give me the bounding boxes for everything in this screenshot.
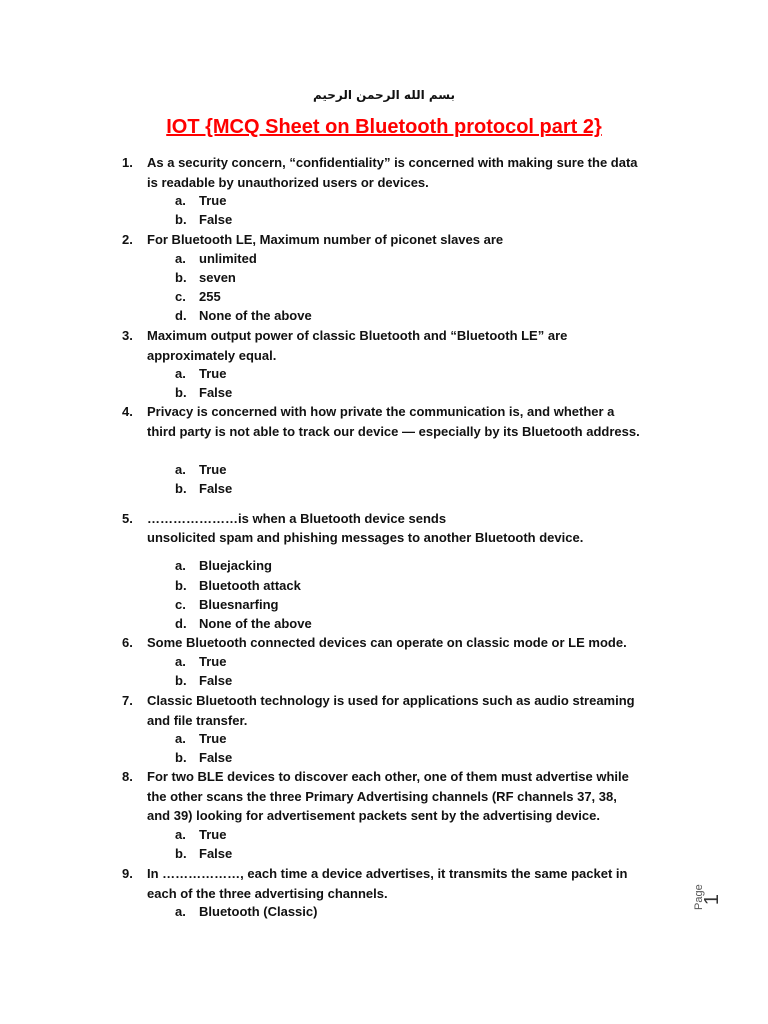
option — [175, 306, 312, 326]
option-letter: a. — [175, 462, 186, 477]
option — [175, 748, 232, 768]
option-text: True — [199, 193, 227, 208]
question-text: As a security concern, “confidentiality” is concerned with making sure the data is readable by unauthorized users or devices. — [147, 155, 638, 190]
option-text: True — [199, 654, 227, 669]
question-text-line1: …………………is when a Bluetooth device sends — [147, 511, 447, 526]
question-number: 9. — [122, 866, 133, 881]
question-number: 5. — [122, 511, 133, 526]
option-text: Bluejacking — [199, 558, 272, 573]
question-4 — [122, 402, 642, 441]
question-5 — [122, 509, 642, 529]
bismillah-header: بسم الله الرحمن الرحيم — [312, 88, 456, 102]
option-letter: a. — [175, 251, 186, 266]
option — [175, 191, 226, 211]
option-text: False — [199, 846, 233, 861]
option-letter: b. — [175, 212, 187, 227]
option-letter: b. — [175, 270, 187, 285]
option — [175, 268, 236, 288]
option — [175, 652, 226, 672]
option — [175, 729, 226, 749]
option-text: unlimited — [199, 251, 257, 266]
option-letter: b. — [175, 750, 187, 765]
option-letter: a. — [175, 731, 186, 746]
question-6 — [122, 633, 642, 653]
option — [175, 902, 317, 922]
question-text: For Bluetooth LE, Maximum number of piconet slaves are — [147, 232, 504, 247]
option-text: False — [199, 481, 233, 496]
option-text: seven — [199, 270, 236, 285]
option-letter: d. — [175, 308, 187, 323]
option — [175, 460, 226, 480]
option — [175, 595, 278, 615]
question-number: 3. — [122, 328, 133, 343]
option-letter: a. — [175, 904, 186, 919]
question-2 — [122, 230, 642, 250]
question-text: Classic Bluetooth technology is used for applications such as audio streaming and file transfer. — [147, 693, 635, 728]
option-text: True — [199, 366, 227, 381]
option-letter: d. — [175, 616, 187, 631]
option-letter: a. — [175, 366, 186, 381]
option — [175, 383, 232, 403]
option — [175, 614, 312, 634]
question-number: 4. — [122, 404, 133, 419]
option-letter: a. — [175, 654, 186, 669]
question-number: 2. — [122, 232, 133, 247]
option-letter: b. — [175, 578, 187, 593]
question-text: Maximum output power of classic Bluetooth and “Bluetooth LE” are approximately equal. — [147, 328, 568, 363]
question-text: For two BLE devices to discover each other, one of them must advertise while the other scans the three Primary Advertising channels (RF channels 37, 38, and 39) looking for advertisement packets sent by the advertising device. — [147, 769, 629, 823]
option — [175, 556, 272, 576]
option-text: Bluesnarfing — [199, 597, 279, 612]
question-1 — [122, 153, 642, 192]
option-text: 255 — [199, 289, 221, 304]
option-text: False — [199, 385, 233, 400]
page-word: Page — [693, 884, 705, 910]
question-number: 6. — [122, 635, 133, 650]
option — [175, 844, 232, 864]
option-letter: b. — [175, 846, 187, 861]
question-number: 7. — [122, 693, 133, 708]
question-3 — [122, 326, 642, 365]
option-letter: c. — [175, 597, 186, 612]
option-letter: a. — [175, 827, 186, 842]
question-5-continued — [147, 528, 667, 548]
option-text: False — [199, 673, 233, 688]
question-8 — [122, 767, 642, 826]
option — [175, 364, 226, 384]
option — [175, 825, 226, 845]
page-title: IOT {MCQ Sheet on Bluetooth protocol part 2} — [166, 116, 602, 138]
question-text: Some Bluetooth connected devices can operate on classic mode or LE mode. — [147, 635, 627, 650]
question-text: In ………………, each time a device advertises, it transmits the same packet in each of the three advertising channels. — [147, 866, 628, 901]
option — [175, 479, 232, 499]
question-9 — [122, 864, 642, 903]
option-text: True — [199, 731, 227, 746]
option-letter: b. — [175, 385, 187, 400]
option — [175, 576, 301, 596]
option-text: False — [199, 212, 233, 227]
option — [175, 671, 232, 691]
option-text: False — [199, 750, 233, 765]
option-letter: b. — [175, 673, 187, 688]
question-number: 8. — [122, 769, 133, 784]
question-text: Privacy is concerned with how private the communication is, and whether a third party is not able to track our device — especially by its Bluetooth address. — [147, 404, 640, 439]
option-letter: a. — [175, 558, 186, 573]
option-text: True — [199, 827, 227, 842]
option — [175, 249, 257, 269]
option-letter: a. — [175, 193, 186, 208]
option-text: Bluetooth (Classic) — [199, 904, 318, 919]
option-letter: b. — [175, 481, 187, 496]
question-text-line2: unsolicited spam and phishing messages to another Bluetooth device. — [147, 530, 584, 545]
option-text: Bluetooth attack — [199, 578, 301, 593]
option-text: None of the above — [199, 616, 312, 631]
question-number: 1. — [122, 155, 133, 170]
page-number: 1 — [701, 893, 724, 906]
option — [175, 210, 232, 230]
page-number-label — [693, 880, 733, 940]
option-text: True — [199, 462, 227, 477]
option-text: None of the above — [199, 308, 312, 323]
option-letter: c. — [175, 289, 186, 304]
option — [175, 287, 221, 307]
question-7 — [122, 691, 642, 730]
